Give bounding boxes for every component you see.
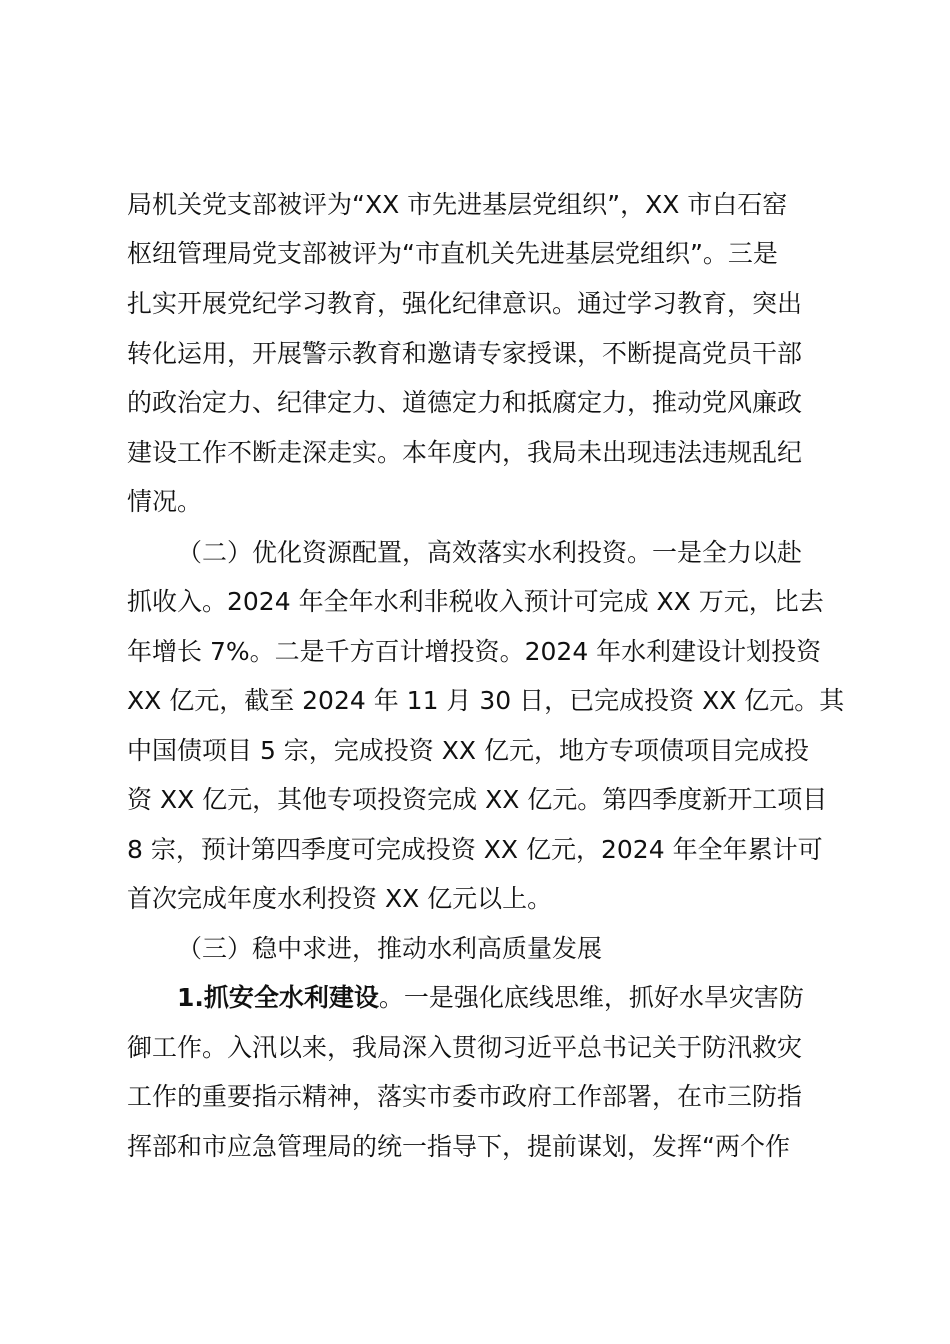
section-heading-line: （二）优化资源配置，高效落实水利投资。一是全力以赴 [177, 538, 803, 567]
paragraph-line: 转化运用，开展警示教育和邀请专家授课，不断提高党员干部 [127, 339, 803, 368]
paragraph-line: 御工作。入汛以来，我局深入贯彻习近平总书记关于防汛救灾 [127, 1033, 803, 1062]
paragraph-line: 中国债项目 5 宗，完成投资 XX 亿元，地方专项债项目完成投 [127, 736, 809, 765]
paragraph-line: 的政治定力、纪律定力、道德定力和抵腐定力，推动党风廉政 [127, 388, 803, 417]
subsection-heading-rest: 。一是强化底线思维，抓好水旱灾害防 [378, 983, 804, 1012]
paragraph-line: 挥部和市应急管理局的统一指导下，提前谋划，发挥“两个作 [127, 1132, 790, 1161]
paragraph-line: 年增长 7%。二是千方百计增投资。2024 年水利建设计划投资 [127, 637, 822, 666]
paragraph-line: 枢纽管理局党支部被评为“市直机关先进基层党组织”。三是 [127, 239, 778, 268]
section-heading-line: （三）稳中求进，推动水利高质量发展 [177, 934, 603, 963]
subsection-heading: 1.抓安全水利建设 [177, 983, 379, 1012]
paragraph-line: 工作的重要指示精神，落实市委市政府工作部署，在市三防指 [127, 1082, 803, 1111]
paragraph-line: 8 宗，预计第四季度可完成投资 XX 亿元，2024 年全年累计可 [127, 835, 823, 864]
paragraph-line: 扎实开展党纪学习教育，强化纪律意识。通过学习教育，突出 [127, 289, 803, 318]
paragraph-line: 首次完成年度水利投资 XX 亿元以上。 [127, 884, 553, 913]
paragraph-line: 抓收入。2024 年全年水利非税收入预计可完成 XX 万元，比去 [127, 587, 824, 616]
paragraph-line: XX 亿元，截至 2024 年 11 月 30 日，已完成投资 XX 亿元。其 [127, 686, 845, 715]
subsection-heading-line [177, 973, 882, 1023]
paragraph-line: 建设工作不断走深走实。本年度内，我局未出现违法违规乱纪 [127, 438, 803, 467]
paragraph-line: 情况。 [127, 487, 203, 516]
paragraph-line: 资 XX 亿元，其他专项投资完成 XX 亿元。第四季度新开工项目 [127, 785, 828, 814]
paragraph-line: 局机关党支部被评为“XX 市先进基层党组织”，XX 市白石窑 [127, 190, 788, 219]
